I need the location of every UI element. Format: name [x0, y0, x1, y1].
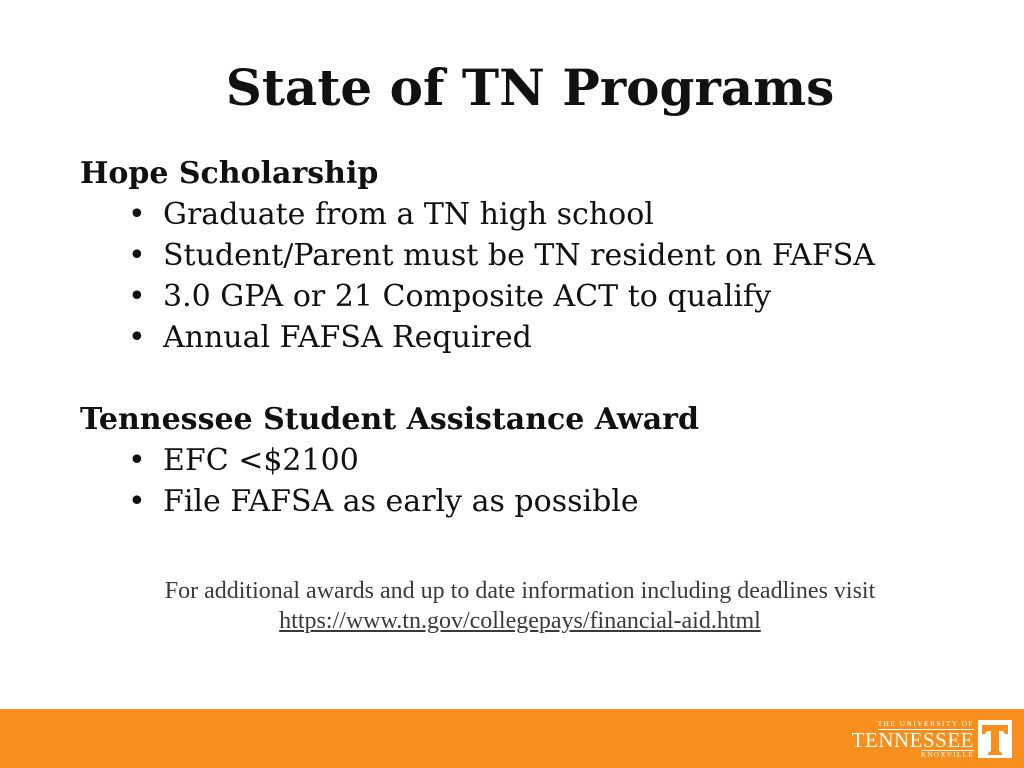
ut-wordmark-line2: TENNESSEE	[851, 727, 974, 752]
list-item	[128, 276, 960, 317]
list-item	[128, 235, 960, 276]
list-item-text: Annual FAFSA Required	[163, 320, 532, 355]
footer-note	[0, 576, 1024, 636]
list-item-text: Student/Parent must be TN resident on FAFSA	[163, 238, 875, 273]
bullet-icon: •	[128, 238, 146, 273]
list-item-text: EFC <$2100	[163, 443, 359, 478]
bullet-icon: •	[128, 443, 146, 478]
ut-wordmark-line3: KNOXVILLE	[920, 750, 974, 759]
power-t-logo-icon	[978, 720, 1012, 758]
tsaa-list	[80, 440, 960, 522]
list-item	[128, 317, 960, 358]
hope-scholarship-heading: Hope Scholarship	[80, 156, 379, 191]
footer-note-text: For additional awards and up to date information including deadlines visit	[164, 578, 876, 604]
financial-aid-link[interactable]: https://www.tn.gov/collegepays/financial-aid.html	[279, 608, 761, 634]
bullet-icon: •	[128, 279, 146, 314]
tsaa-heading: Tennessee Student Assistance Award	[80, 402, 699, 437]
bullet-icon: •	[128, 197, 146, 232]
hope-scholarship-section	[80, 154, 960, 358]
footer-bar	[0, 709, 1024, 768]
hope-scholarship-list	[80, 194, 960, 358]
bullet-icon: •	[128, 484, 146, 519]
slide-title: State of TN Programs	[225, 58, 835, 117]
list-item	[128, 194, 960, 235]
list-item-text: 3.0 GPA or 21 Composite ACT to qualify	[163, 279, 772, 314]
list-item	[128, 481, 960, 522]
ut-logo	[852, 719, 1012, 759]
ut-wordmark	[852, 719, 974, 760]
bullet-icon: •	[128, 320, 146, 355]
list-item	[128, 440, 960, 481]
ut-wordmark-line1: THE UNIVERSITY OF	[877, 718, 974, 728]
tsaa-section	[80, 400, 960, 522]
list-item-text: Graduate from a TN high school	[163, 197, 654, 232]
list-item-text: File FAFSA as early as possible	[163, 484, 639, 519]
